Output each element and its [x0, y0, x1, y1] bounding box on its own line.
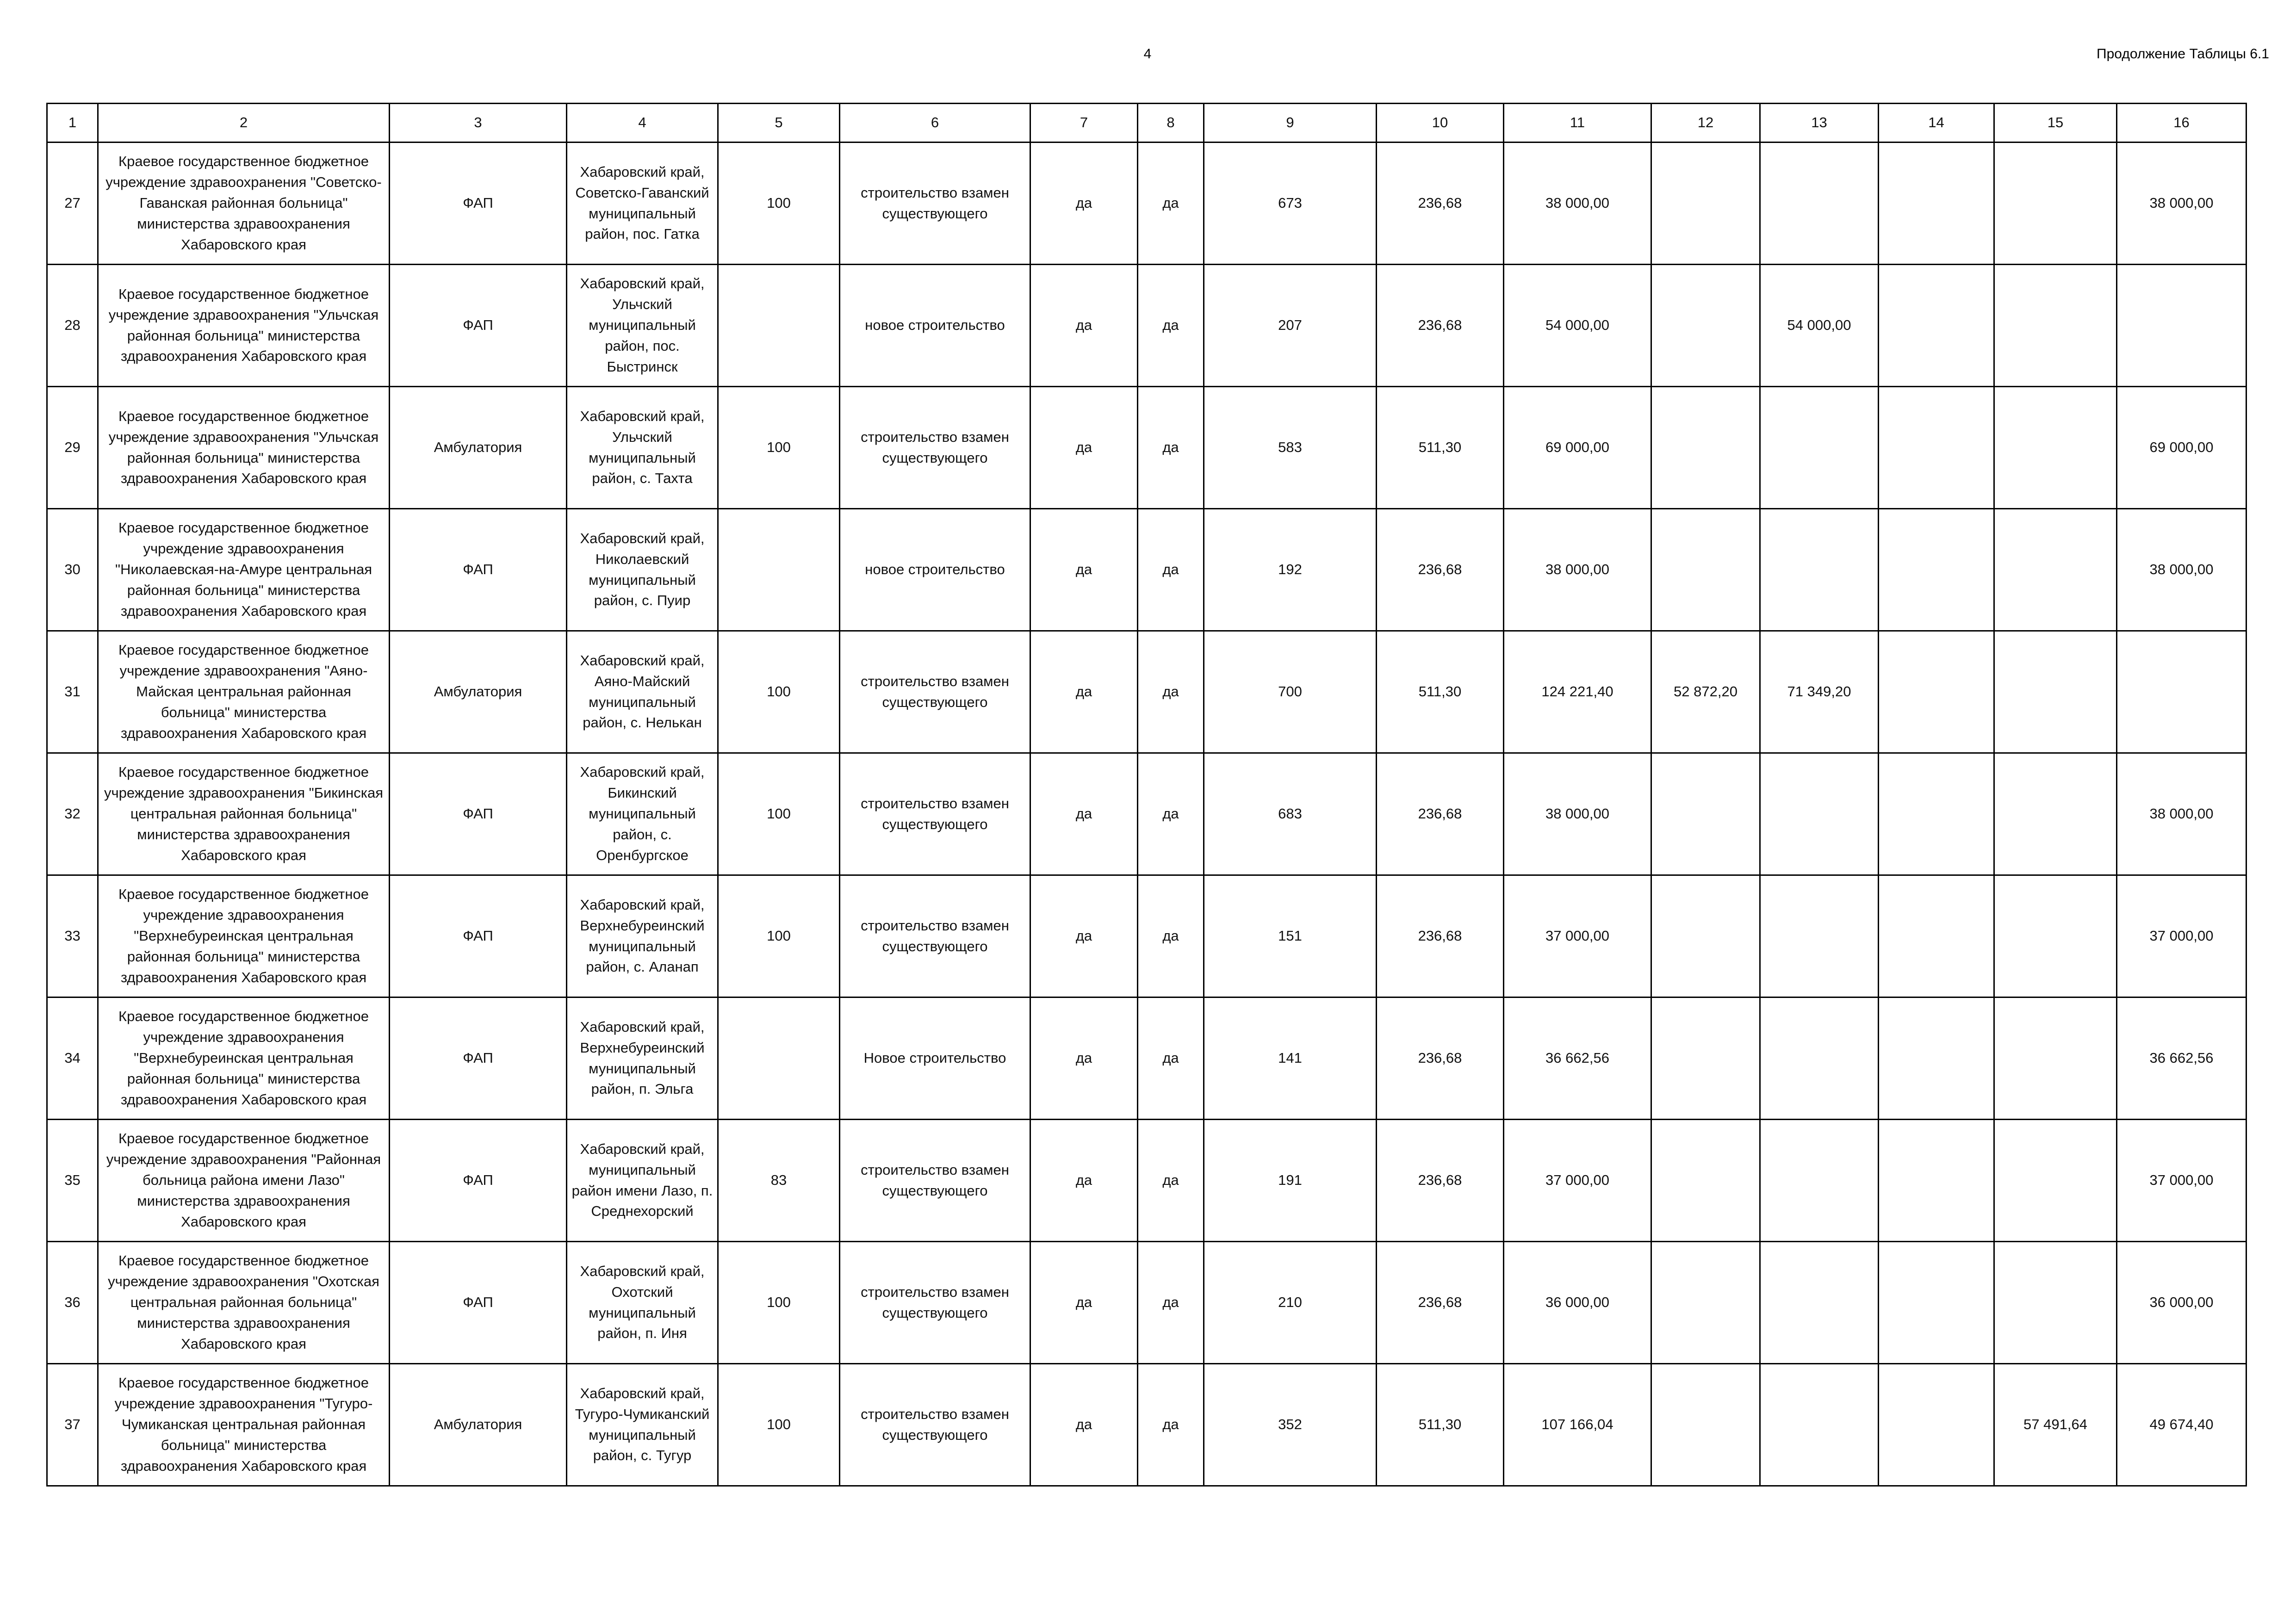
table-row: [47, 142, 2246, 265]
value-cell: 236,68: [1377, 875, 1504, 997]
value-cell: [1651, 387, 1760, 509]
value-cell: [1994, 1120, 2117, 1242]
value-cell: 100: [718, 753, 840, 875]
value-cell: [1760, 509, 1879, 631]
row-number-cell: 28: [47, 265, 98, 387]
value-cell: [1879, 1364, 1994, 1486]
value-cell: 151: [1204, 875, 1377, 997]
address-cell: Хабаровский край, Аяно-Майский муниципальный район, с. Нелькан: [567, 631, 718, 753]
value-cell: 54 000,00: [1504, 265, 1651, 387]
value-cell: [1651, 753, 1760, 875]
value-cell: 36 000,00: [2117, 1242, 2246, 1364]
organization-cell: Краевое государственное бюджетное учреждение здравоохранения "Районная больница района имени Лазо" министерства здравоохранения Хабаровского края: [98, 1120, 390, 1242]
value-cell: 37 000,00: [2117, 875, 2246, 997]
value-cell: 511,30: [1377, 1364, 1504, 1486]
value-cell: [1879, 997, 1994, 1120]
value-cell: [1760, 1364, 1879, 1486]
value-cell: да: [1138, 142, 1204, 265]
column-header: 3: [390, 104, 567, 142]
construction-type-cell: строительство взамен существующего: [840, 1120, 1030, 1242]
row-number-cell: 29: [47, 387, 98, 509]
address-cell: Хабаровский край, Бикинский муниципальный район, с. Оренбургское: [567, 753, 718, 875]
value-cell: [1651, 997, 1760, 1120]
value-cell: [1760, 142, 1879, 265]
value-cell: [1879, 753, 1994, 875]
row-number-cell: 35: [47, 1120, 98, 1242]
address-cell: Хабаровский край, Охотский муниципальный район, п. Иня: [567, 1242, 718, 1364]
value-cell: 191: [1204, 1120, 1377, 1242]
organization-cell: Краевое государственное бюджетное учреждение здравоохранения "Верхнебуреинская центральная районная больница" министерства здравоохранения Хабаровского края: [98, 997, 390, 1120]
value-cell: [1760, 997, 1879, 1120]
value-cell: да: [1030, 1364, 1138, 1486]
table-row: [47, 1242, 2246, 1364]
value-cell: [1760, 1242, 1879, 1364]
value-cell: [718, 997, 840, 1120]
value-cell: 583: [1204, 387, 1377, 509]
facility-type-cell: Амбулатория: [390, 1364, 567, 1486]
value-cell: да: [1138, 753, 1204, 875]
value-cell: да: [1138, 1364, 1204, 1486]
value-cell: [1760, 1120, 1879, 1242]
table-row: [47, 997, 2246, 1120]
address-cell: Хабаровский край, Ульчский муниципальный район, с. Тахта: [567, 387, 718, 509]
value-cell: 236,68: [1377, 509, 1504, 631]
facility-type-cell: ФАП: [390, 265, 567, 387]
value-cell: 36 662,56: [2117, 997, 2246, 1120]
value-cell: [1651, 1120, 1760, 1242]
column-header: 4: [567, 104, 718, 142]
value-cell: [1994, 1242, 2117, 1364]
address-cell: Хабаровский край, Верхнебуреинский муниципальный район, с. Аланап: [567, 875, 718, 997]
value-cell: 57 491,64: [1994, 1364, 2117, 1486]
construction-type-cell: строительство взамен существующего: [840, 1364, 1030, 1486]
value-cell: [2117, 631, 2246, 753]
facility-type-cell: ФАП: [390, 1120, 567, 1242]
value-cell: да: [1138, 265, 1204, 387]
organization-cell: Краевое государственное бюджетное учреждение здравоохранения "Ульчская районная больница" министерства здравоохранения Хабаровского края: [98, 387, 390, 509]
column-header: 7: [1030, 104, 1138, 142]
construction-type-cell: Новое строительство: [840, 997, 1030, 1120]
value-cell: [1760, 387, 1879, 509]
value-cell: да: [1030, 997, 1138, 1120]
row-number-cell: 37: [47, 1364, 98, 1486]
construction-type-cell: строительство взамен существующего: [840, 387, 1030, 509]
address-cell: Хабаровский край, Советско-Гаванский муниципальный район, пос. Гатка: [567, 142, 718, 265]
value-cell: 100: [718, 1242, 840, 1364]
value-cell: 352: [1204, 1364, 1377, 1486]
value-cell: да: [1138, 387, 1204, 509]
organization-cell: Краевое государственное бюджетное учреждение здравоохранения "Ульчская районная больница" министерства здравоохранения Хабаровского края: [98, 265, 390, 387]
value-cell: 236,68: [1377, 997, 1504, 1120]
value-cell: да: [1030, 265, 1138, 387]
value-cell: [1651, 142, 1760, 265]
value-cell: да: [1138, 509, 1204, 631]
organization-cell: Краевое государственное бюджетное учреждение здравоохранения "Верхнебуреинская центральная районная больница" министерства здравоохранения Хабаровского края: [98, 875, 390, 997]
value-cell: да: [1138, 875, 1204, 997]
value-cell: [1879, 1120, 1994, 1242]
row-number-cell: 34: [47, 997, 98, 1120]
construction-type-cell: строительство взамен существующего: [840, 1242, 1030, 1364]
value-cell: [1879, 509, 1994, 631]
value-cell: 100: [718, 631, 840, 753]
value-cell: 38 000,00: [2117, 509, 2246, 631]
value-cell: 700: [1204, 631, 1377, 753]
address-cell: Хабаровский край, Николаевский муниципальный район, с. Пуир: [567, 509, 718, 631]
value-cell: 37 000,00: [1504, 1120, 1651, 1242]
value-cell: [1651, 1364, 1760, 1486]
value-cell: 236,68: [1377, 1242, 1504, 1364]
table-row: [47, 631, 2246, 753]
value-cell: 236,68: [1377, 142, 1504, 265]
table-row: [47, 265, 2246, 387]
facility-type-cell: Амбулатория: [390, 631, 567, 753]
value-cell: 38 000,00: [2117, 753, 2246, 875]
construction-type-cell: строительство взамен существующего: [840, 875, 1030, 997]
value-cell: 83: [718, 1120, 840, 1242]
facility-type-cell: ФАП: [390, 142, 567, 265]
column-header: 11: [1504, 104, 1651, 142]
column-header: 6: [840, 104, 1030, 142]
column-header: 15: [1994, 104, 2117, 142]
facility-type-cell: ФАП: [390, 997, 567, 1120]
value-cell: 100: [718, 875, 840, 997]
value-cell: [2117, 265, 2246, 387]
construction-type-cell: новое строительство: [840, 265, 1030, 387]
column-header: 10: [1377, 104, 1504, 142]
value-cell: 52 872,20: [1651, 631, 1760, 753]
address-cell: Хабаровский край, Верхнебуреинский муниципальный район, п. Эльга: [567, 997, 718, 1120]
value-cell: [1994, 142, 2117, 265]
value-cell: 124 221,40: [1504, 631, 1651, 753]
value-cell: 673: [1204, 142, 1377, 265]
value-cell: да: [1138, 997, 1204, 1120]
value-cell: 100: [718, 1364, 840, 1486]
value-cell: [1651, 265, 1760, 387]
table-row: [47, 387, 2246, 509]
value-cell: [1879, 875, 1994, 997]
value-cell: [718, 265, 840, 387]
value-cell: [1879, 387, 1994, 509]
column-header: 16: [2117, 104, 2246, 142]
value-cell: [1651, 509, 1760, 631]
value-cell: [1879, 1242, 1994, 1364]
column-header: 1: [47, 104, 98, 142]
row-number-cell: 36: [47, 1242, 98, 1364]
facility-type-cell: ФАП: [390, 1242, 567, 1364]
value-cell: да: [1030, 509, 1138, 631]
value-cell: 38 000,00: [1504, 509, 1651, 631]
value-cell: 207: [1204, 265, 1377, 387]
column-header: 14: [1879, 104, 1994, 142]
facility-type-cell: ФАП: [390, 753, 567, 875]
value-cell: [718, 509, 840, 631]
value-cell: 49 674,40: [2117, 1364, 2246, 1486]
organization-cell: Краевое государственное бюджетное учреждение здравоохранения "Советско-Гаванская районная больница" министерства здравоохранения Хабаровского края: [98, 142, 390, 265]
value-cell: 107 166,04: [1504, 1364, 1651, 1486]
value-cell: 38 000,00: [2117, 142, 2246, 265]
value-cell: 236,68: [1377, 1120, 1504, 1242]
facility-type-cell: Амбулатория: [390, 387, 567, 509]
construction-type-cell: строительство взамен существующего: [840, 753, 1030, 875]
value-cell: 36 000,00: [1504, 1242, 1651, 1364]
value-cell: да: [1138, 1242, 1204, 1364]
value-cell: [1760, 875, 1879, 997]
value-cell: 36 662,56: [1504, 997, 1651, 1120]
organization-cell: Краевое государственное бюджетное учреждение здравоохранения "Бикинская центральная районная больница" министерства здравоохранения Хабаровского края: [98, 753, 390, 875]
value-cell: 236,68: [1377, 265, 1504, 387]
value-cell: да: [1030, 1242, 1138, 1364]
value-cell: 141: [1204, 997, 1377, 1120]
construction-type-cell: строительство взамен существующего: [840, 142, 1030, 265]
organization-cell: Краевое государственное бюджетное учреждение здравоохранения "Аяно-Майская центральная районная больница" министерства здравоохранения Хабаровского края: [98, 631, 390, 753]
value-cell: 38 000,00: [1504, 753, 1651, 875]
table-row: [47, 1120, 2246, 1242]
table-row: [47, 509, 2246, 631]
column-header: 12: [1651, 104, 1760, 142]
value-cell: [1994, 509, 2117, 631]
construction-type-cell: новое строительство: [840, 509, 1030, 631]
column-header: 13: [1760, 104, 1879, 142]
column-header: 5: [718, 104, 840, 142]
value-cell: 69 000,00: [2117, 387, 2246, 509]
column-number-row: [47, 104, 2246, 142]
facilities-table: [46, 103, 2247, 1487]
value-cell: да: [1138, 631, 1204, 753]
value-cell: [1879, 631, 1994, 753]
table-row: [47, 753, 2246, 875]
organization-cell: Краевое государственное бюджетное учреждение здравоохранения "Тугуро-Чумиканская центральная районная больница" министерства здравоохранения Хабаровского края: [98, 1364, 390, 1486]
facility-type-cell: ФАП: [390, 875, 567, 997]
value-cell: [1994, 265, 2117, 387]
column-header: 2: [98, 104, 390, 142]
value-cell: 683: [1204, 753, 1377, 875]
organization-cell: Краевое государственное бюджетное учреждение здравоохранения "Николаевская-на-Амуре центральная районная больница" министерства здравоохранения Хабаровского края: [98, 509, 390, 631]
value-cell: 511,30: [1377, 631, 1504, 753]
value-cell: 511,30: [1377, 387, 1504, 509]
row-number-cell: 32: [47, 753, 98, 875]
address-cell: Хабаровский край, Тугуро-Чумиканский муниципальный район, с. Тугур: [567, 1364, 718, 1486]
value-cell: [1994, 753, 2117, 875]
address-cell: Хабаровский край, Ульчский муниципальный район, пос. Быстринск: [567, 265, 718, 387]
address-cell: Хабаровский край, муниципальный район имени Лазо, п. Среднехорский: [567, 1120, 718, 1242]
row-number-cell: 33: [47, 875, 98, 997]
page-number: 4: [1143, 46, 1152, 62]
value-cell: [1994, 387, 2117, 509]
value-cell: [1994, 631, 2117, 753]
value-cell: 71 349,20: [1760, 631, 1879, 753]
value-cell: 54 000,00: [1760, 265, 1879, 387]
row-number-cell: 27: [47, 142, 98, 265]
value-cell: [1879, 265, 1994, 387]
facility-type-cell: ФАП: [390, 509, 567, 631]
value-cell: 236,68: [1377, 753, 1504, 875]
row-number-cell: 31: [47, 631, 98, 753]
value-cell: да: [1030, 875, 1138, 997]
table-continuation-label: Продолжение Таблицы 6.1: [2097, 46, 2269, 62]
row-number-cell: 30: [47, 509, 98, 631]
column-header: 9: [1204, 104, 1377, 142]
value-cell: да: [1138, 1120, 1204, 1242]
value-cell: 69 000,00: [1504, 387, 1651, 509]
value-cell: 192: [1204, 509, 1377, 631]
organization-cell: Краевое государственное бюджетное учреждение здравоохранения "Охотская центральная районная больница" министерства здравоохранения Хабаровского края: [98, 1242, 390, 1364]
value-cell: 100: [718, 142, 840, 265]
value-cell: да: [1030, 142, 1138, 265]
value-cell: [1651, 875, 1760, 997]
value-cell: 37 000,00: [1504, 875, 1651, 997]
value-cell: [1994, 997, 2117, 1120]
value-cell: 210: [1204, 1242, 1377, 1364]
construction-type-cell: строительство взамен существующего: [840, 631, 1030, 753]
value-cell: [1760, 753, 1879, 875]
value-cell: 38 000,00: [1504, 142, 1651, 265]
value-cell: да: [1030, 1120, 1138, 1242]
value-cell: да: [1030, 631, 1138, 753]
column-header: 8: [1138, 104, 1204, 142]
value-cell: [1994, 875, 2117, 997]
table-row: [47, 1364, 2246, 1486]
value-cell: да: [1030, 387, 1138, 509]
table-row: [47, 875, 2246, 997]
value-cell: 100: [718, 387, 840, 509]
value-cell: [1879, 142, 1994, 265]
value-cell: да: [1030, 753, 1138, 875]
value-cell: [1651, 1242, 1760, 1364]
value-cell: 37 000,00: [2117, 1120, 2246, 1242]
